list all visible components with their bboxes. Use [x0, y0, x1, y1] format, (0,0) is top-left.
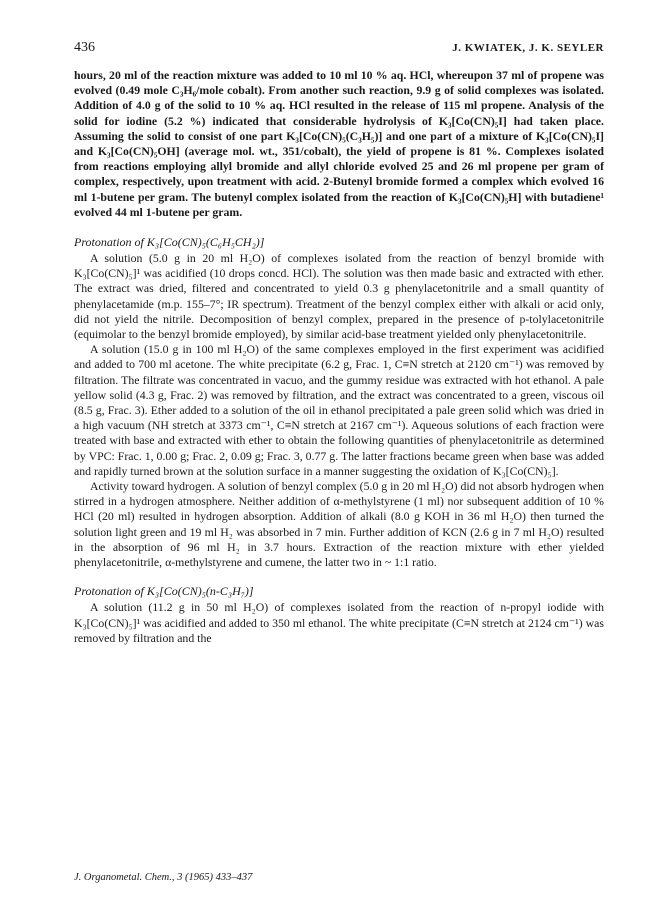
article-page [74, 40, 604, 646]
paragraph-1: hours, 20 ml of the reaction mixture was added to 10 ml 10 % aq. HCl, whereupon 37 ml of propene was evolved (0.49 mole C₃H₆/mole cobalt). From another such reaction, 9.9 g of solid complexes was isolated. Addition of 4.0 g of the solid to 10 % aq. HCl resulted in the release of 115 ml propene. Analysis of the solid for iodine (5.2 %) indicated that considerable hydrolysis of K₃[Co(CN)₅I] had taken place. Assuming the solid to consist of one part K₃[Co(CN)₅(C₃H₅)] and one part of a mixture of K₃[Co(CN)₅I] and K₃[Co(CN)₅OH] (average mol. wt., 351/cobalt), the yield of propene is 81 %. Complexes isolated from reactions employing allyl bromide and allyl chloride evolved 25 and 26 ml propene per gram of complex, respectively, upon treatment with acid. 2-Butenyl bromide formed a complex which evolved 16 ml 1-butene per gram. The butenyl complex isolated from the reaction of K₃[Co(CN)₅H] with butadiene¹ evolved 44 ml 1-butene per gram. [74, 68, 604, 219]
section-title-benzyl: Protonation of K₃[Co(CN)₅(C₆H₅CH₂)] [74, 235, 265, 250]
paragraph-5: A solution (11.2 g in 50 ml H₂O) of complexes isolated from the reaction of n-propyl iodide with K₃[Co(CN)₅]¹ was acidified and added to 350 ml ethanol. The white precipitate (C≡N stretch at 2124 cm⁻¹) was removed by filtration and the [74, 600, 604, 645]
running-header [74, 40, 604, 56]
paragraph-3: A solution (15.0 g in 100 ml H₂O) of the same complexes employed in the first experiment was acidified and added to 700 ml acetone. The white precipitate (6.2 g, Frac. 1, C≡N stretch at 2120 cm⁻¹) was removed by filtration. The filtrate was concentrated in vacuo, and the gummy residue was extracted with hot ethanol. A pale yellow solid (4.3 g, Frac. 2) was removed by filtration, and the extract was concentrated to a green, viscous oil (8.5 g, Frac. 3). Ether added to a solution of the oil in ethanol precipitated a pale green solid which was dried in a high vacuum (NH stretch at 3373 cm⁻¹, C≡N stretch at 2167 cm⁻¹). Aqueous solutions of each fraction were treated with base and extracted with ether to obtain the following quantities of phenylacetonitrile as determined by VPC: Frac. 1, 0.00 g; Frac. 2, 0.09 g; Frac. 3, 0.77 g. The latter fractions became green when base was added and rapidly turned brown at the solution surface in a manner suggesting the oxidation of K₃[Co(CN)₅]. [74, 342, 604, 478]
paragraph-2: A solution (5.0 g in 20 ml H₂O) of complexes isolated from the reaction of benzyl bromide with K₃[Co(CN)₅]¹ was acidified (10 drops concd. HCl). The solution was then made basic and extracted with ether. The extract was dried, filtered and concentrated to yield 0.3 g phenylacetonitrile and a small quantity of phenylacetamide (m.p. 155–7°; IR spectrum). Treatment of the benzyl complex either with alkali or acid only, did not yield the nitrile. Decomposition of benzyl complex, prepared in the presence of p-tolylacetonitrile (equimolar to the benzyl bromide employed), by similar acid-base treatment yielded only phenylacetonitrile. [74, 251, 604, 342]
section-title-propyl: Protonation of K₃[Co(CN)₅(n-C₃H₇)] [74, 584, 254, 599]
paragraph-4: Activity toward hydrogen. A solution of benzyl complex (5.0 g in 20 ml H₂O) did not absorb hydrogen when stirred in a hydrogen atmosphere. Neither addition of α-methylstyrene (1 ml) nor subsequent addition of 10 % HCl (20 ml) resulted in hydrogen absorption. Addition of alkali (8.0 g KOH in 36 ml H₂O) then turned the solution light green and 19 ml H₂ was absorbed in 7 min. Further addition of KCN (2.6 g in 7 ml H₂O) resulted in the absorption of 96 ml H₂ in 3.7 hours. Extraction of the reaction mixture with ether yielded phenylacetonitrile, α-methylstyrene and cumene, the latter two in ~ 1:1 ratio. [74, 479, 604, 570]
page-number: 436 [74, 40, 95, 55]
running-authors: J. KWIATEK, J. K. SEYLER [452, 42, 604, 54]
journal-footer: J. Organometal. Chem., 3 (1965) 433–437 [74, 872, 253, 883]
